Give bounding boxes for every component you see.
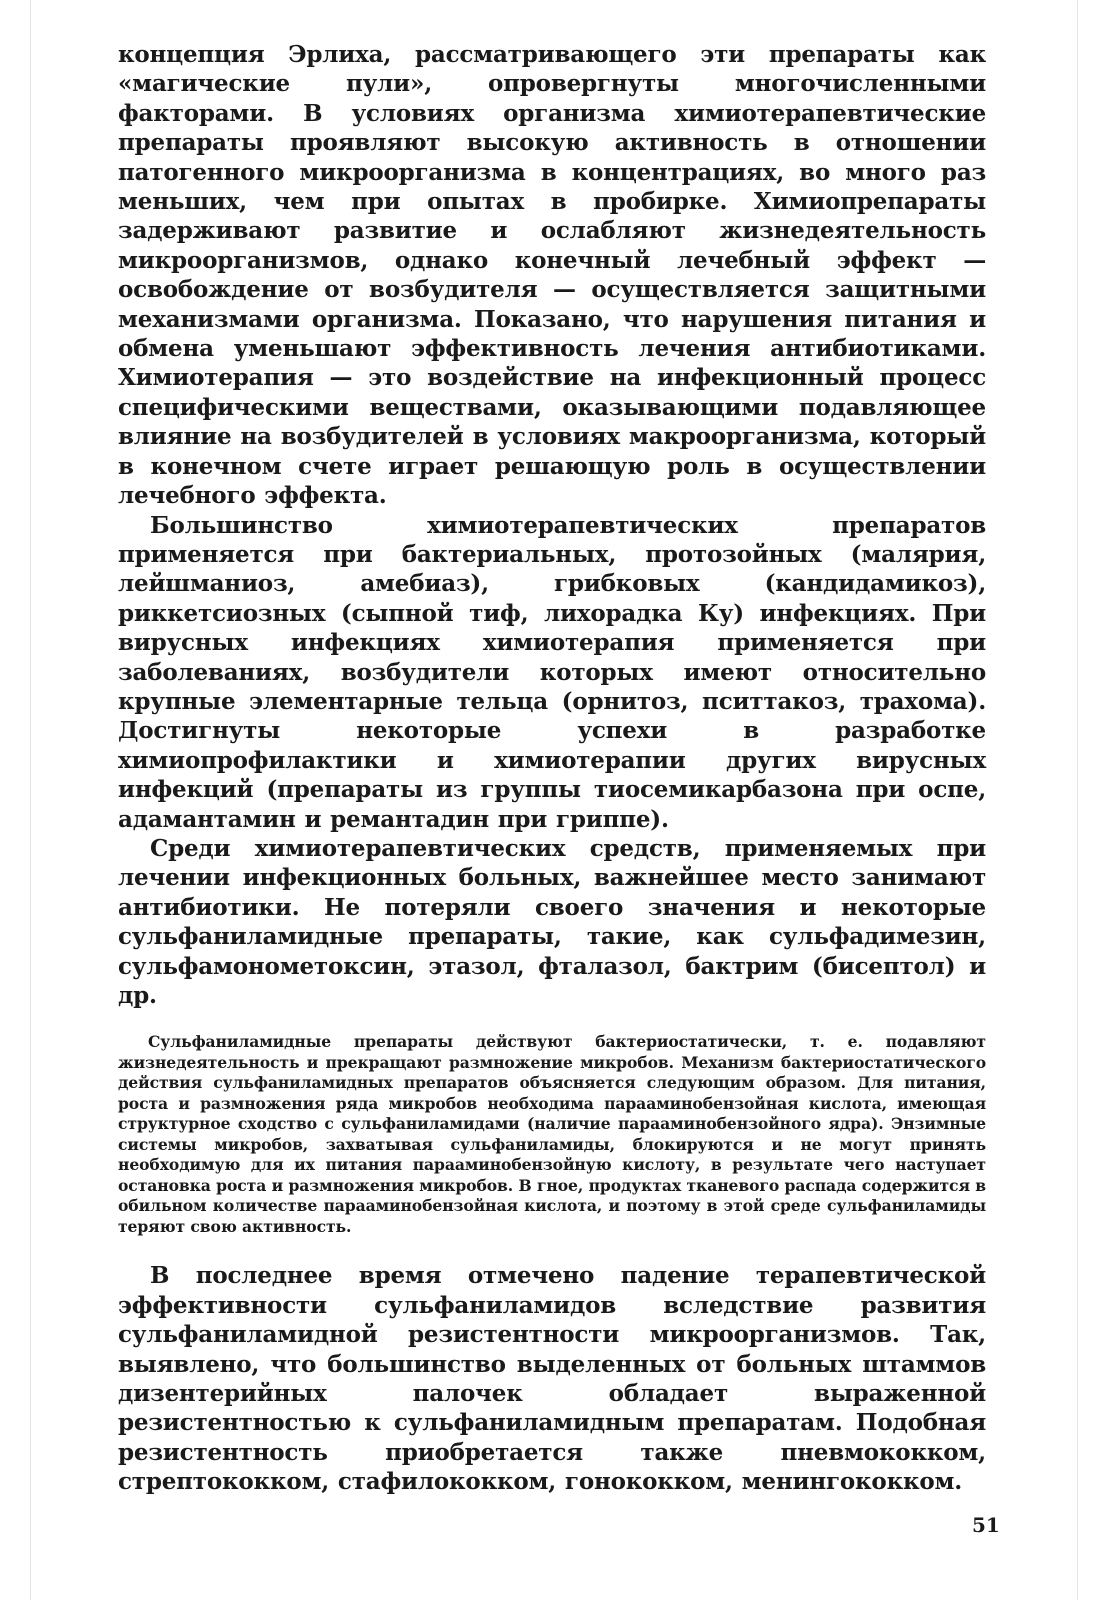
paragraph-final: В последнее время отмечено падение терапевтической эффективности сульфаниламидов вследствие развития сульфаниламидной резистентности микроорганизмов. Так, выявлено, что большинство выделенных от больных штаммов дизентерийных палочек обладает выраженной резистентностью к сульфаниламидным препаратам. Подобная резистентность приобретается также пневмококком, стрептококком, стафилококком, гонококком, менингококком. bbox=[118, 1262, 986, 1496]
page-number: 51 bbox=[972, 1513, 1000, 1537]
page-content bbox=[118, 40, 986, 1497]
paragraph-2: Большинство химиотерапевтических препаратов применяется при бактериальных, протозойных (малярия, лейшманиоз, амебиаз), грибковых (кандидамикоз), риккетсиозных (сыпной тиф, лихорадка Ку) инфекциях. При вирусных инфекциях химиотерапия применяется при заболеваниях, возбудители которых имеют относительно крупные элементарные тельца (орнитоз, пситтакоз, трахома). Достигнуты некоторые успехи в разработке химиопрофилактики и химиотерапии других вирусных инфекций (препараты из группы тиосемикарбазона при оспе, адамантамин и ремантадин при гриппе). bbox=[118, 511, 986, 833]
spacer bbox=[118, 1237, 986, 1261]
paragraph-1: концепция Эрлиха, рассматривающего эти препараты как «магические пули», опровергнуты многочисленными факторами. В условиях организма химиотерапевтические препараты проявляют высокую активность в отношении патогенного микроорганизма в концентрациях, во много раз меньших, чем при опытах в пробирке. Химиопрепараты задерживают развитие и ослабляют жизнедеятельность микроорганизмов, однако конечный лечебный эффект — освобождение от возбудителя — осуществляется защитными механизмами организма. Показано, что нарушения питания и обмена уменьшают эффективность лечения антибиотиками. Химиотерапия — это воздействие на инфекционный процесс специфическими веществами, оказывающими подавляющее влияние на возбудителей в условиях макроорганизма, который в конечном счете играет решающую роль в осуществлении лечебного эффекта. bbox=[118, 41, 986, 510]
paragraph-3: Среди химиотерапевтических средств, применяемых при лечении инфекционных больных, важнейшее место занимают антибиотики. Не потеряли своего значения и некоторые сульфаниламидные препараты, такие, как сульфадимезин, сульфамонометоксин, этазол, фталазол, бактрим (бисептол) и др. bbox=[118, 834, 986, 1009]
small-print-paragraph: Сульфаниламидные препараты действуют бактериостатически, т. е. подавляют жизнедеятельность и прекращают размножение микробов. Механизм бактериостатического действия сульфаниламидных препаратов объясняется следующим образом. Для питания, роста и размножения ряда микробов необходима парааминобензойная кислота, имеющая структурное сходство с сульфаниламидами (наличие парааминобензойного ядра). Энзимные системы микробов, захватывая сульфаниламиды, блокируются и не могут принять необходимую для их питания парааминобензойную кислоту, в результате чего наступает остановка роста и размножения микробов. В гное, продуктах тканевого распада содержится в обильном количестве парааминобензойная кислота, и поэтому в этой среде сульфаниламиды теряют свою активность. bbox=[118, 1032, 986, 1236]
